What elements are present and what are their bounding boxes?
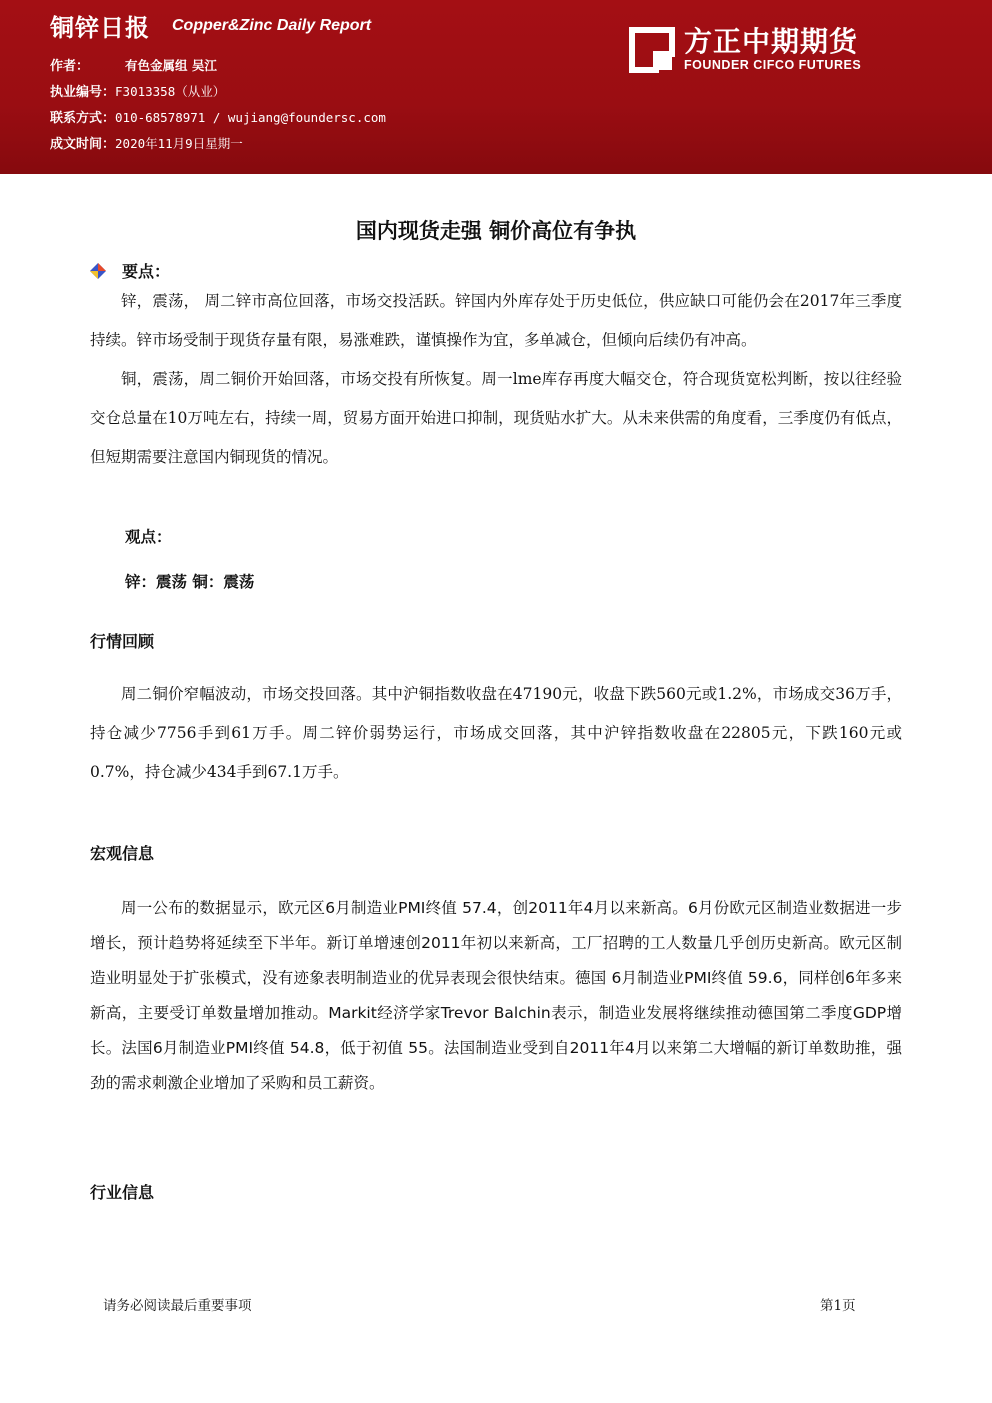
author-label: 作者： [50,59,90,74]
view-text: 锌：震荡 铜：震荡 [125,573,255,591]
contact-row [50,107,386,126]
footer-notice: 请务必阅读最后重要事项 [103,1298,252,1314]
license-label: 执业编号： [50,85,116,100]
macro-heading: 宏观信息 [90,844,155,863]
keypoint-copper: 铜，震荡，周二铜价开始回落，市场交投有所恢复。周一lme库存再度大幅交仓，符合现货宽松判断，按以往经验交仓总量在10万吨左右，持续一周，贸易方面开始进口抑制，现货贴水扩大。从未来供需的角度看，三季度仍有低点，但短期需要注意国内铜现货的情况。 [90,370,902,466]
license-value: F3013358（从业） [115,84,226,99]
view-heading: 观点： [125,528,172,546]
date-row [50,133,243,152]
contact-value: 010-68578971 / wujiang@foundersc.com [115,110,386,125]
keypoints-heading-text: 要点： [122,262,171,281]
report-title-en: Copper&Zinc Daily Report [172,17,372,34]
license-row [50,81,225,100]
contact-label: 联系方式： [50,111,116,126]
report-title-zh: 铜锌日报 [50,14,150,42]
document-title: 国内现货走强 铜价高位有争执 [355,219,637,243]
report-header [0,0,992,174]
market-review-heading: 行情回顾 [90,632,155,651]
logo-text-zh: 方正中期期货 [684,25,859,58]
keypoint-zinc: 锌，震荡， 周二锌市高位回落，市场交投活跃。锌国内外库存处于历史低位，供应缺口可能仍会在2017年三季度持续。锌市场受制于现货存量有限，易涨难跌，谨慎操作为宜，多单减仓，但倾向后续仍有冲高。 [90,292,902,349]
market-review-text: 周二铜价窄幅波动，市场交投回落。其中沪铜指数收盘在47190元，收盘下跌560元或1.2%，市场成交36万手，持仓减少7756手到61万手。周二锌价弱势运行，市场成交回落，其中沪锌指数收盘在22805元，下跌160元或0.7%，持仓减少434手到67.1万手。 [90,685,902,781]
keypoints-heading [90,259,170,282]
company-logo [628,22,888,76]
page-number: 第1页 [820,1298,856,1314]
author-value: 有色金属组 吴江 [125,58,217,73]
date-label: 成文时间： [50,137,116,152]
macro-text: 周一公布的数据显示，欧元区6月制造业PMI终值 57.4，创2011年4月以来新高。6月份欧元区制造业数据进一步增长，预计趋势将延续至下半年。新订单增速创2011年初以来新高，工厂招聘的工人数量几乎创历史新高。欧元区制造业明显处于扩张模式，没有迹象表明制造业的优异表现会很快结束。德国 6月制造业PMI终值 59.6，同样创6年多来新高，主要受订单数量增加推动。Markit经济学家Trevor Balchin表示，制造业发展将继续推动德国第二季度GDP增长。法国6月制造业PMI终值 54.8，低于初值 55。法国制造业受到自2011年4月以来第二大增幅的新订单数助推，强劲的需求刺激企业增加了采购和员工薪资。 [90,899,902,1092]
logo-mark-icon [628,26,676,74]
logo-text-en: FOUNDER CIFCO FUTURES [684,58,862,72]
author-row [50,55,217,74]
diamond-bullet-icon [90,263,106,279]
industry-heading: 行业信息 [90,1183,155,1202]
date-value: 2020年11月9日星期一 [115,136,243,151]
